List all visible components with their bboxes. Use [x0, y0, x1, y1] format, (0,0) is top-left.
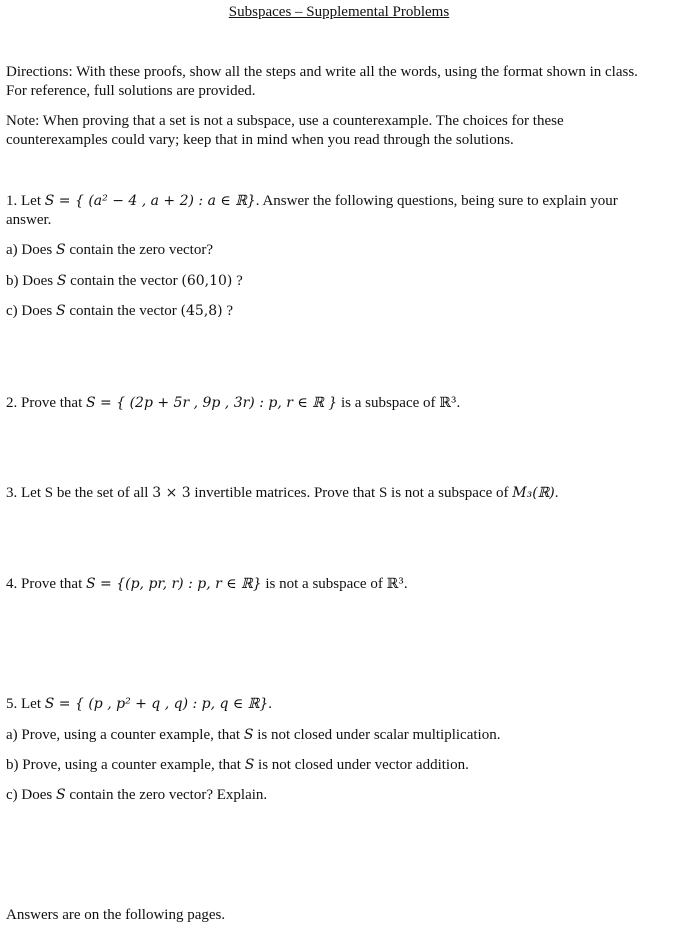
problem-3	[6, 484, 559, 502]
problem-3-dim: 3 × 3	[152, 485, 191, 501]
problem-5c-post: contain the zero vector? Explain.	[65, 787, 268, 803]
problem-5a-var: S	[243, 727, 254, 743]
problem-4-end: .	[403, 576, 408, 592]
problem-1c-end: ?	[222, 303, 234, 319]
problem-4-set: S = {(p, pr, r) : p, r ∈ ℝ}	[86, 576, 262, 592]
problem-2-space: ℝ³	[439, 395, 457, 411]
problem-1a-post: contain the zero vector?	[65, 242, 213, 258]
problem-1b	[6, 272, 243, 290]
problem-1a	[6, 241, 213, 259]
problem-1c-var: S	[55, 303, 66, 319]
note-line-1: Note: When proving that a set is not a subspace, use a counterexample. The choices for these	[6, 113, 564, 129]
problem-1-set: S = { (a² − 4 , a + 2) : a ∈ ℝ}	[44, 193, 256, 209]
problem-5b-post: is not closed under vector addition.	[254, 757, 469, 773]
problem-1a-var: S	[55, 242, 66, 258]
problem-1-prefix: 1. Let	[6, 193, 45, 209]
problem-3-pre: 3. Let S be the set of all	[6, 485, 153, 501]
problem-2-post: is a subspace of	[337, 395, 440, 411]
page-title: Subspaces – Supplemental Problems	[228, 4, 450, 20]
problem-5c-pre: c) Does	[6, 787, 56, 803]
problem-1b-pre: b) Does	[6, 273, 57, 289]
problem-4-space: ℝ³	[386, 576, 404, 592]
problem-5c	[6, 786, 267, 804]
problem-5b-var: S	[244, 757, 255, 773]
directions-line-2: For reference, full solutions are provided.	[6, 83, 256, 99]
problem-1b-end: ?	[232, 273, 243, 289]
problem-1a-pre: a) Does	[6, 242, 56, 258]
problem-4	[6, 575, 408, 593]
problem-5	[6, 695, 272, 713]
note-line-2: counterexamples could vary; keep that in mind when you read through the solutions.	[6, 132, 514, 148]
problem-5a-post: is not closed under scalar multiplication.	[253, 727, 501, 743]
problem-5-set: S = { (p , p² + q , q) : p, q ∈ ℝ}	[44, 696, 269, 712]
problem-3-space: M₃(ℝ)	[512, 485, 555, 501]
problem-1c-post: contain the vector	[65, 303, 181, 319]
problem-5-pre: 5. Let	[6, 696, 45, 712]
problem-2-pre: 2. Prove that	[6, 395, 86, 411]
problem-1b-post: contain the vector	[66, 273, 182, 289]
directions-line-1: Directions: With these proofs, show all the steps and write all the words, using the format shown in class.	[6, 64, 638, 80]
problem-5-end: .	[268, 696, 273, 712]
problem-4-pre: 4. Prove that	[6, 576, 86, 592]
problem-2	[6, 394, 460, 412]
problem-3-mid: invertible matrices. Prove that S is not a subspace of	[190, 485, 513, 501]
problem-1c-pre: c) Does	[6, 303, 56, 319]
problem-5a-pre: a) Prove, using a counter example, that	[6, 727, 244, 743]
problem-3-end: .	[554, 485, 559, 501]
problem-1	[6, 192, 618, 210]
problem-1b-var: S	[56, 273, 67, 289]
problem-1b-vector: (60,10)	[181, 273, 233, 289]
problem-5c-var: S	[55, 787, 66, 803]
problem-4-post: is not a subspace of	[261, 576, 387, 592]
problem-5b-pre: b) Prove, using a counter example, that	[6, 757, 245, 773]
problem-5b	[6, 756, 469, 774]
footer-note: Answers are on the following pages.	[6, 907, 226, 923]
problem-5a	[6, 726, 500, 744]
problem-1c-vector: (45,8)	[180, 303, 223, 319]
problem-1c	[6, 302, 233, 320]
problem-2-set: S = { (2p + 5r , 9p , 3r) : p, r ∈ ℝ }	[86, 395, 338, 411]
problem-1-text: . Answer the following questions, being sure to explain your	[255, 193, 618, 209]
problem-2-end: .	[456, 395, 461, 411]
problem-1-line-2: answer.	[6, 212, 52, 228]
